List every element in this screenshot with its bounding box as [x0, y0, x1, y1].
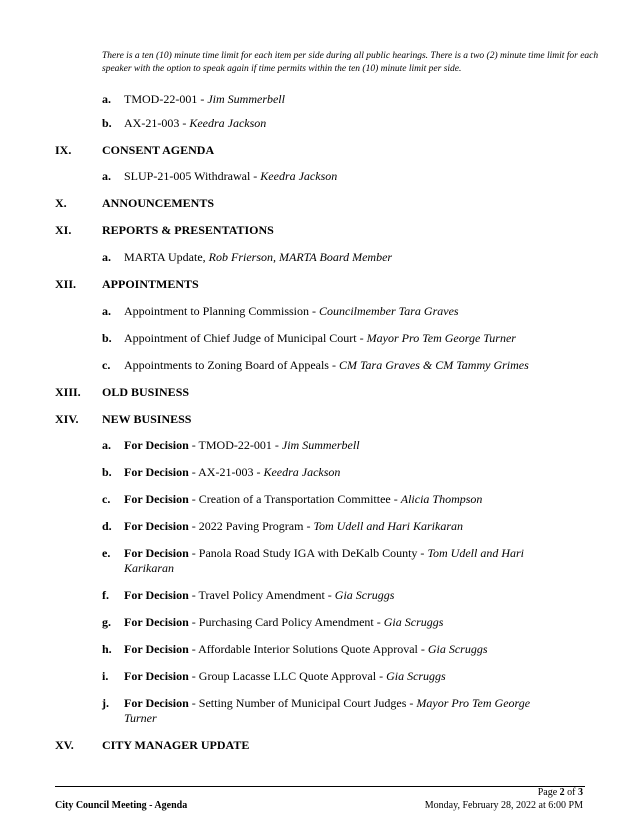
item-lead: For Decision: [124, 696, 189, 710]
item-lead: For Decision: [124, 465, 189, 479]
item-lead: For Decision: [124, 669, 189, 683]
item-text: Appointments to Zoning Board of Appeals -: [124, 358, 339, 372]
item-presenter: Gia Scruggs: [427, 642, 488, 656]
item-letter: b.: [102, 116, 112, 130]
item-presenter: Keedra Jackson: [263, 465, 341, 479]
section-title: ANNOUNCEMENTS: [102, 196, 215, 210]
item-letter: b.: [102, 331, 112, 345]
item-letter: d.: [102, 519, 112, 533]
agenda-item: [124, 92, 564, 107]
item-text: - Affordable Interior Solutions Quote Approval -: [188, 642, 428, 656]
item-text: - 2022 Paving Program -: [188, 519, 314, 533]
item-text: AX-21-003 -: [124, 116, 190, 130]
item-lead: For Decision: [124, 519, 189, 533]
item-letter: c.: [102, 358, 111, 372]
footer-divider: [55, 786, 585, 787]
item-lead: For Decision: [124, 492, 189, 506]
agenda-item: [124, 358, 564, 373]
item-text: - Creation of a Transportation Committee -: [188, 492, 401, 506]
section-title: APPOINTMENTS: [102, 277, 199, 291]
section-number: IX.: [55, 143, 72, 157]
item-letter: a.: [102, 438, 111, 452]
item-presenter: Jim Summerbell: [281, 438, 360, 452]
footer-meeting-title: City Council Meeting - Agenda: [55, 800, 188, 811]
item-text: - Setting Number of Municipal Court Judges -: [188, 696, 417, 710]
item-presenter: Mayor Pro Tem George Turner: [124, 696, 531, 725]
agenda-item: [124, 546, 564, 576]
agenda-item: [124, 642, 564, 657]
section-title: NEW BUSINESS: [102, 412, 192, 426]
agenda-item: [124, 438, 564, 453]
item-text: Appointment of Chief Judge of Municipal Court -: [124, 331, 367, 345]
public-hearing-note: There is a ten (10) minute time limit for each item per side during all public hearings. There is a two (2) minute time limit for each speaker with the option to speak again if time permits within the ten (10) minute limit per side.: [102, 51, 599, 74]
item-lead: For Decision: [124, 615, 189, 629]
agenda-item: [124, 492, 564, 507]
item-presenter: Tom Udell and Hari Karikaran: [313, 519, 464, 533]
item-text: - Group Lacasse LLC Quote Approval -: [188, 669, 387, 683]
item-lead: For Decision: [124, 546, 189, 560]
item-presenter: Councilmember Tara Graves: [319, 304, 459, 318]
section-number: XII.: [55, 277, 77, 291]
item-presenter: Jim Summerbell: [207, 92, 285, 106]
item-lead: For Decision: [124, 438, 189, 452]
agenda-item: [124, 304, 564, 319]
agenda-item: [124, 615, 564, 630]
item-presenter: Gia Scruggs: [334, 588, 395, 602]
section-number: X.: [55, 196, 67, 210]
agenda-item: [124, 169, 564, 184]
item-letter: c.: [102, 492, 111, 506]
item-letter: j.: [102, 696, 109, 710]
section-title: REPORTS & PRESENTATIONS: [102, 223, 274, 237]
agenda-item: [124, 669, 564, 684]
item-letter: e.: [102, 546, 111, 560]
section-number: XIV.: [55, 412, 79, 426]
item-lead: For Decision: [124, 642, 189, 656]
section-title: CITY MANAGER UPDATE: [102, 738, 250, 752]
section-number: XV.: [55, 738, 74, 752]
agenda-item: [124, 465, 564, 480]
item-presenter: Keedra Jackson: [260, 169, 338, 183]
section-number: XI.: [55, 223, 72, 237]
item-lead: For Decision: [124, 588, 189, 602]
section-title: CONSENT AGENDA: [102, 143, 215, 157]
item-text: MARTA Update,: [124, 250, 209, 264]
item-text: - Purchasing Card Policy Amendment -: [188, 615, 384, 629]
item-text: - Travel Policy Amendment -: [188, 588, 335, 602]
item-letter: g.: [102, 615, 111, 629]
item-text: SLUP-21-005 Withdrawal -: [124, 169, 261, 183]
item-letter: i.: [102, 669, 109, 683]
footer-meeting-date: Monday, February 28, 2022 at 6:00 PM: [424, 800, 583, 811]
item-letter: a.: [102, 304, 111, 318]
item-text: TMOD-22-001 -: [124, 92, 208, 106]
item-letter: a.: [102, 92, 111, 106]
item-letter: h.: [102, 642, 112, 656]
agenda-item: [124, 519, 564, 534]
item-presenter: Gia Scruggs: [383, 615, 444, 629]
item-presenter: Mayor Pro Tem George Turner: [366, 331, 516, 345]
agenda-item: [124, 331, 564, 346]
item-presenter: CM Tara Graves & CM Tammy Grimes: [338, 358, 529, 372]
item-presenter: Gia Scruggs: [386, 669, 446, 683]
item-letter: a.: [102, 169, 111, 183]
item-letter: a.: [102, 250, 111, 264]
section-number: XIII.: [55, 385, 81, 399]
item-presenter: Rob Frierson, MARTA Board Member: [208, 250, 393, 264]
item-presenter: Alicia Thompson: [400, 492, 483, 506]
item-text: - TMOD-22-001 -: [188, 438, 282, 452]
agenda-item: [124, 696, 564, 726]
agenda-item: [124, 588, 564, 603]
item-text: - AX-21-003 -: [188, 465, 264, 479]
item-text: Appointment to Planning Commission -: [124, 304, 320, 318]
item-text: - Panola Road Study IGA with DeKalb County -: [188, 546, 428, 560]
item-letter: b.: [102, 465, 112, 479]
agenda-item: [124, 116, 564, 131]
section-title: OLD BUSINESS: [102, 385, 190, 399]
item-letter: f.: [102, 588, 109, 602]
page-number: Page 2 of 3: [537, 787, 583, 798]
item-presenter: Tom Udell and Hari Karikaran: [124, 546, 525, 575]
agenda-item: [124, 250, 564, 265]
item-presenter: Keedra Jackson: [189, 116, 267, 130]
